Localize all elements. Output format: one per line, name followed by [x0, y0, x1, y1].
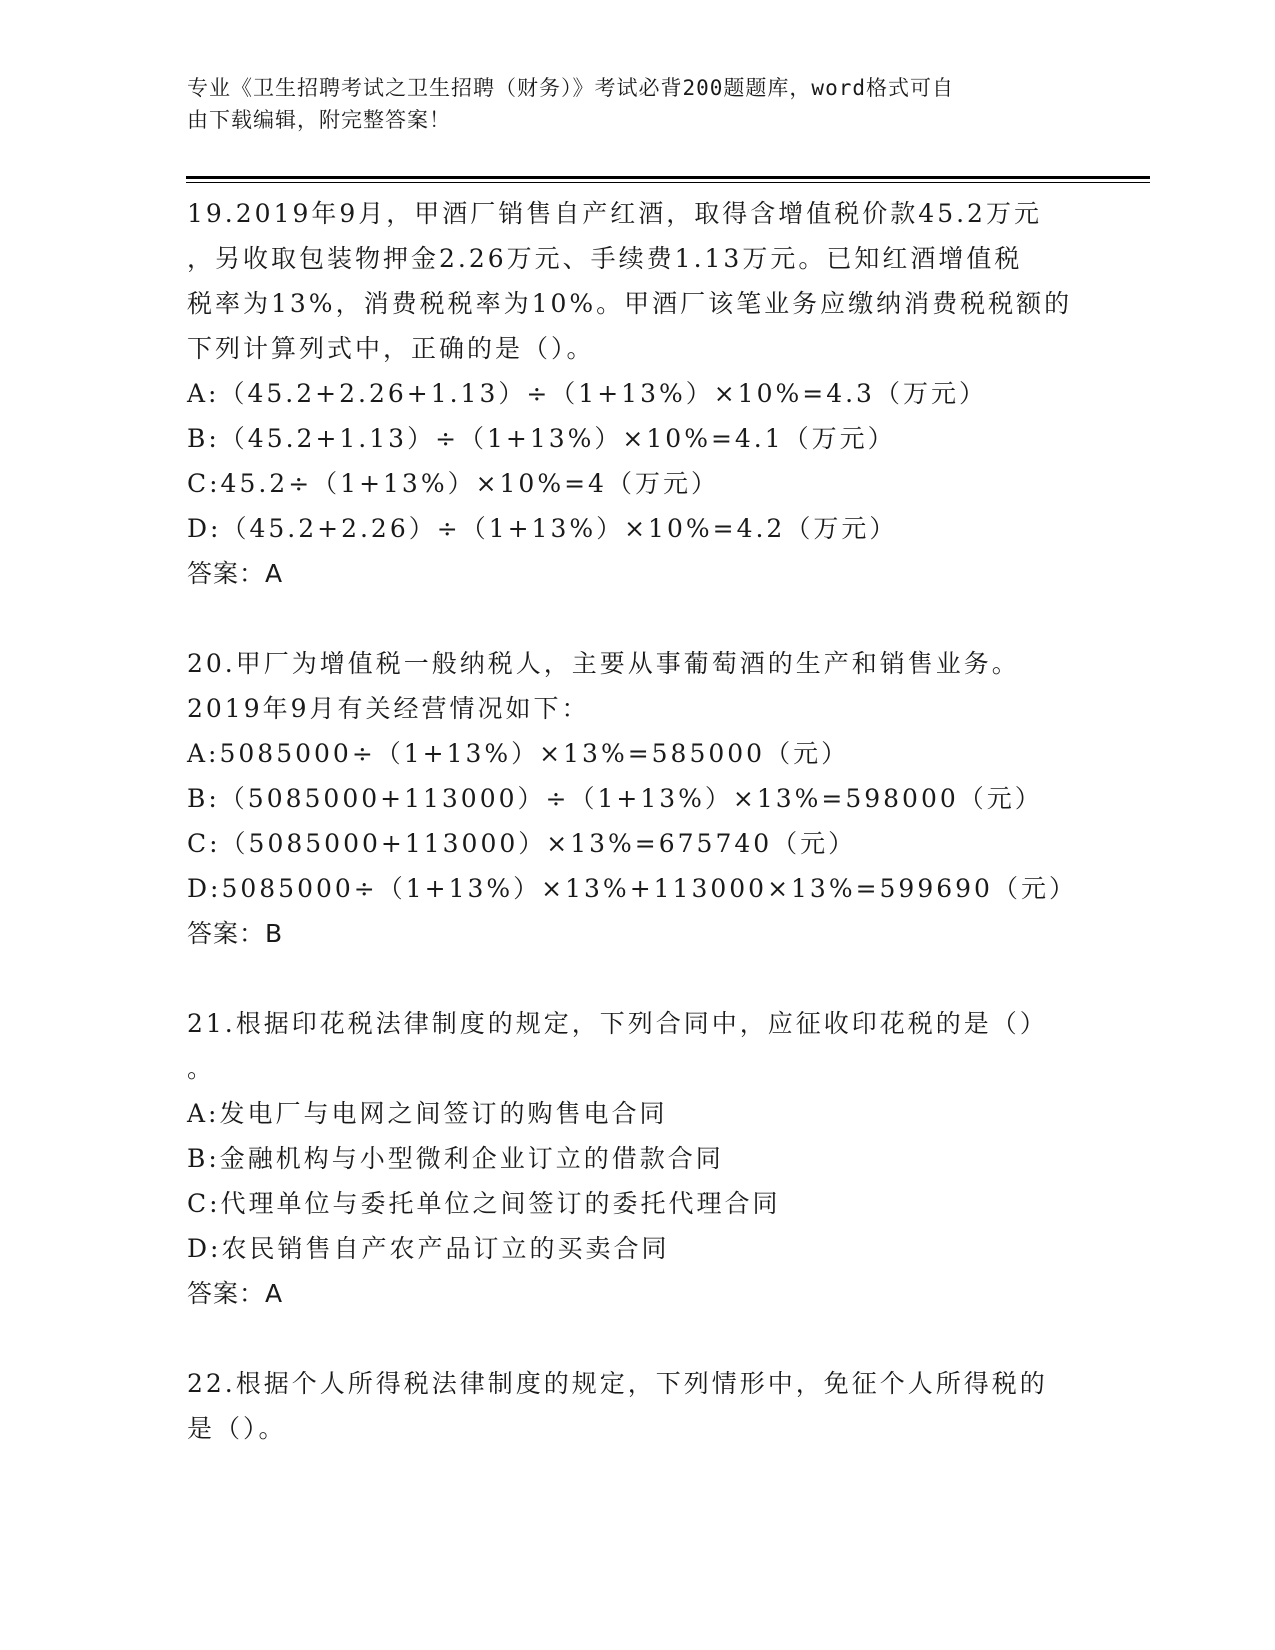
- option-d: D:农民销售自产农产品订立的买卖合同: [187, 1234, 670, 1263]
- header-line-2: 由下载编辑，附完整答案！: [187, 108, 451, 132]
- question-stem-line: 20.甲厂为增值税一般纳税人，主要从事葡萄酒的生产和销售业务。: [187, 649, 1020, 678]
- question-stem-line: 21.根据印花税法律制度的规定，下列合同中，应征收印花税的是（）: [187, 1009, 1048, 1038]
- question-stem-line: 22.根据个人所得税法律制度的规定，下列情形中，免征个人所得税的: [187, 1369, 1048, 1398]
- option-d: D:5085000÷（1+13%）×13%+113000×13%=599690（元）: [187, 874, 1077, 903]
- option-a: A:发电厂与电网之间签订的购售电合同: [187, 1099, 668, 1128]
- header-rule-thin: [186, 182, 1150, 183]
- question-19: [187, 191, 1087, 596]
- question-stem-line: 下列计算列式中，正确的是（）。: [187, 334, 595, 363]
- question-list: [187, 191, 1087, 1496]
- option-b: B:（5085000+113000）÷（1+13%）×13%=598000（元）: [187, 784, 1043, 813]
- question-stem-line: 。: [187, 1054, 216, 1083]
- question-stem-line: 是（）。: [187, 1414, 287, 1443]
- option-c: C:（5085000+113000）×13%=675740（元）: [187, 829, 857, 858]
- header-line-1: 专业《卫生招聘考试之卫生招聘（财务）》考试必背200题题库，word格式可自: [187, 76, 954, 100]
- question-stem-line: 税率为13%，消费税税率为10%。甲酒厂该笔业务应缴纳消费税税额的: [187, 289, 1073, 318]
- header-rule-thick: [186, 176, 1150, 179]
- question-20: [187, 641, 1087, 956]
- option-c: C:45.2÷（1+13%）×10%=4（万元）: [187, 469, 719, 498]
- question-22: [187, 1361, 1087, 1451]
- answer-label: 答案：B: [187, 919, 284, 948]
- question-stem-line: 2019年9月有关经营情况如下：: [187, 694, 590, 723]
- document-header: [187, 72, 1067, 136]
- question-stem-line: 19.2019年9月，甲酒厂销售自产红酒，取得含增值税价款45.2万元: [187, 199, 1042, 228]
- option-b: B:金融机构与小型微利企业订立的借款合同: [187, 1144, 724, 1173]
- option-b: B:（45.2+1.13）÷（1+13%）×10%=4.1（万元）: [187, 424, 896, 453]
- answer-label: 答案：A: [187, 1279, 284, 1308]
- question-21: [187, 1001, 1087, 1316]
- option-d: D:（45.2+2.26）÷（1+13%）×10%=4.2（万元）: [187, 514, 898, 543]
- question-stem-line: ，另收取包装物押金2.26万元、手续费1.13万元。已知红酒增值税: [187, 244, 1023, 273]
- answer-label: 答案：A: [187, 559, 284, 588]
- option-a: A:（45.2+2.26+1.13）÷（1+13%）×10%=4.3（万元）: [187, 379, 987, 408]
- option-a: A:5085000÷（1+13%）×13%=585000（元）: [187, 739, 850, 768]
- option-c: C:代理单位与委托单位之间签订的委托代理合同: [187, 1189, 781, 1218]
